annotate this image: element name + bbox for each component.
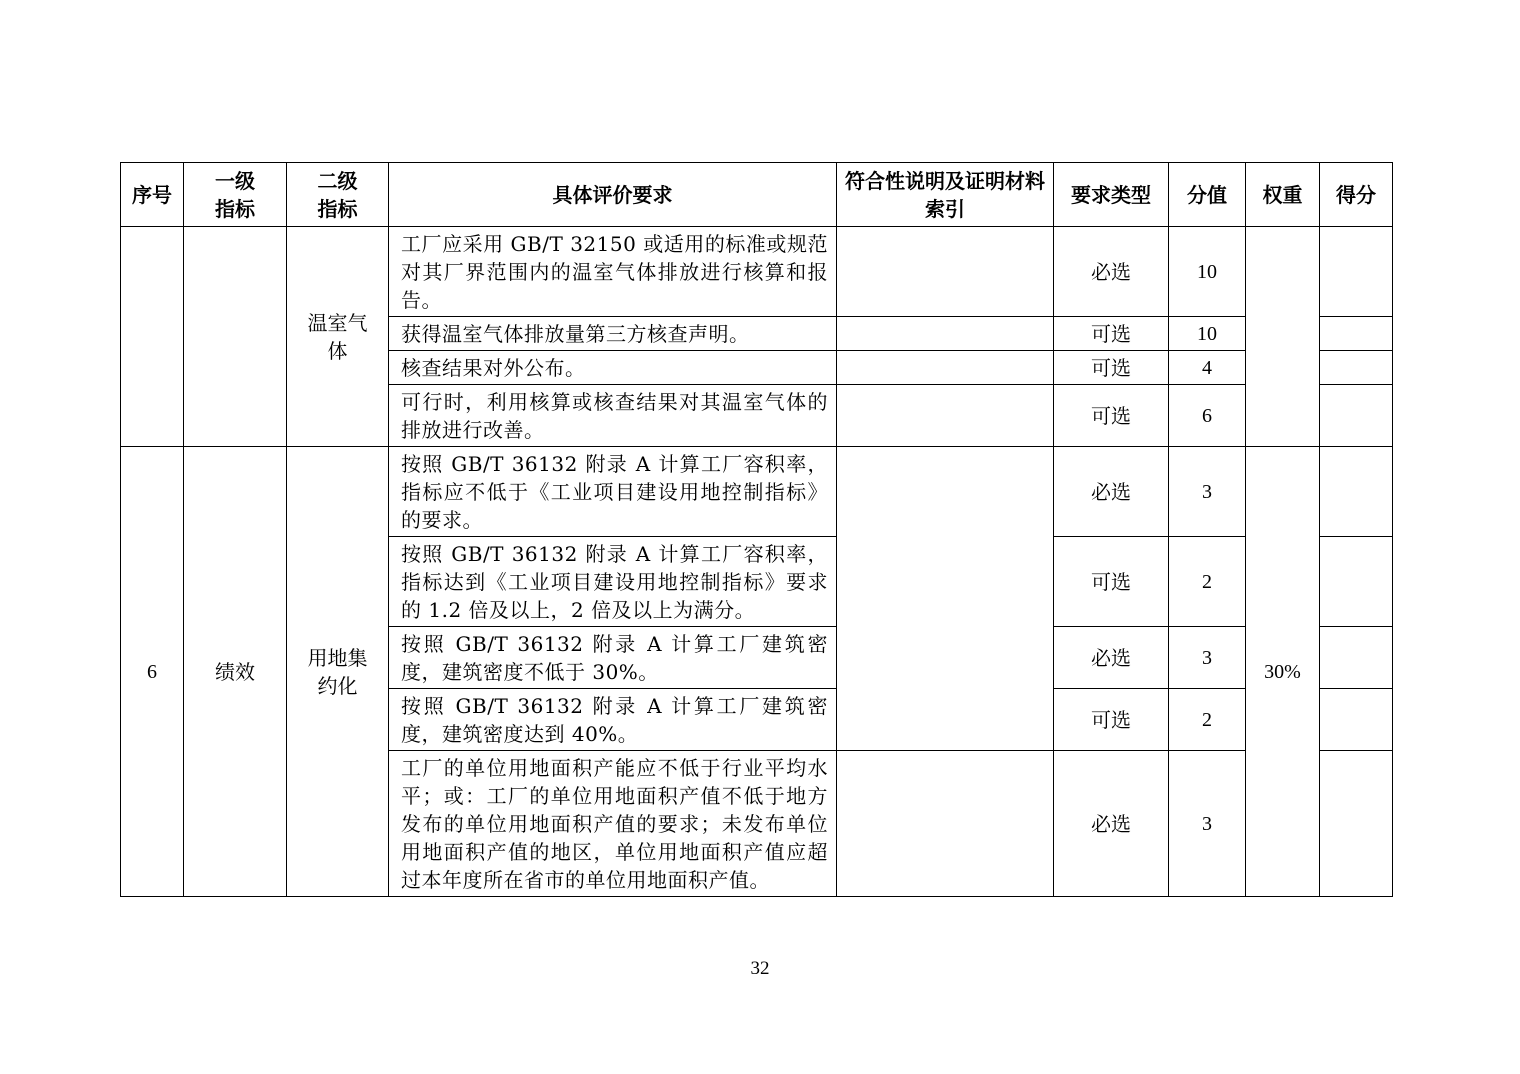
evidence-cell[interactable] [837, 227, 1054, 317]
requirement-cell: 工厂应采用 GB/T 32150 或适用的标准或规范对其厂界范围内的温室气体排放进行核算和报告。 [389, 227, 837, 317]
result-cell[interactable] [1320, 227, 1393, 317]
level2-cell: 温室气体 [287, 227, 389, 447]
header-level2: 二级指标 [287, 163, 389, 227]
evidence-cell[interactable] [837, 317, 1054, 351]
score-cell: 2 [1169, 689, 1246, 751]
score-cell: 3 [1169, 627, 1246, 689]
seq-cell: 6 [121, 447, 184, 897]
table-row [121, 447, 1393, 537]
requirement-cell: 按照 GB/T 36132 附录 A 计算工厂容积率，指标达到《工业项目建设用地控制指标》要求的 1.2 倍及以上，2 倍及以上为满分。 [389, 537, 837, 627]
requirement-cell: 核查结果对外公布。 [389, 351, 837, 385]
level1-cell-empty [184, 227, 287, 447]
result-cell[interactable] [1320, 537, 1393, 627]
type-cell: 必选 [1054, 751, 1169, 897]
table-row [121, 227, 1393, 317]
header-requirement: 具体评价要求 [389, 163, 837, 227]
score-cell: 4 [1169, 351, 1246, 385]
evidence-cell[interactable] [837, 447, 1054, 751]
score-cell: 10 [1169, 227, 1246, 317]
header-result: 得分 [1320, 163, 1393, 227]
score-cell: 6 [1169, 385, 1246, 447]
result-cell[interactable] [1320, 317, 1393, 351]
evidence-cell[interactable] [837, 385, 1054, 447]
evidence-cell[interactable] [837, 351, 1054, 385]
evaluation-table [120, 162, 1393, 897]
header-seq: 序号 [121, 163, 184, 227]
type-cell: 可选 [1054, 689, 1169, 751]
result-cell[interactable] [1320, 627, 1393, 689]
type-cell: 可选 [1054, 317, 1169, 351]
type-cell: 可选 [1054, 351, 1169, 385]
requirement-cell: 可行时，利用核算或核查结果对其温室气体的排放进行改善。 [389, 385, 837, 447]
seq-cell-empty [121, 227, 184, 447]
result-cell[interactable] [1320, 447, 1393, 537]
result-cell[interactable] [1320, 351, 1393, 385]
table-header-row [121, 163, 1393, 227]
header-weight: 权重 [1246, 163, 1320, 227]
requirement-cell: 获得温室气体排放量第三方核查声明。 [389, 317, 837, 351]
score-cell: 10 [1169, 317, 1246, 351]
result-cell[interactable] [1320, 385, 1393, 447]
weight-cell: 30% [1246, 447, 1320, 897]
requirement-cell: 按照 GB/T 36132 附录 A 计算工厂建筑密度，建筑密度不低于 30%。 [389, 627, 837, 689]
header-level1: 一级指标 [184, 163, 287, 227]
result-cell[interactable] [1320, 689, 1393, 751]
type-cell: 可选 [1054, 537, 1169, 627]
header-score: 分值 [1169, 163, 1246, 227]
type-cell: 必选 [1054, 627, 1169, 689]
score-cell: 3 [1169, 447, 1246, 537]
type-cell: 必选 [1054, 227, 1169, 317]
evidence-cell[interactable] [837, 751, 1054, 897]
score-cell: 2 [1169, 537, 1246, 627]
requirement-cell: 按照 GB/T 36132 附录 A 计算工厂建筑密度，建筑密度达到 40%。 [389, 689, 837, 751]
header-evidence: 符合性说明及证明材料索引 [837, 163, 1054, 227]
level1-cell: 绩效 [184, 447, 287, 897]
type-cell: 可选 [1054, 385, 1169, 447]
weight-cell-empty [1246, 227, 1320, 447]
header-type: 要求类型 [1054, 163, 1169, 227]
result-cell[interactable] [1320, 751, 1393, 897]
level2-cell: 用地集约化 [287, 447, 389, 897]
page-number: 32 [750, 958, 770, 979]
type-cell: 必选 [1054, 447, 1169, 537]
score-cell: 3 [1169, 751, 1246, 897]
requirement-cell: 工厂的单位用地面积产能应不低于行业平均水平；或：工厂的单位用地面积产值不低于地方发布的单位用地面积产值的要求；未发布单位用地面积产值的地区，单位用地面积产值应超过本年度所在省市的单位用地面积产值。 [389, 751, 837, 897]
requirement-cell: 按照 GB/T 36132 附录 A 计算工厂容积率，指标应不低于《工业项目建设用地控制指标》的要求。 [389, 447, 837, 537]
